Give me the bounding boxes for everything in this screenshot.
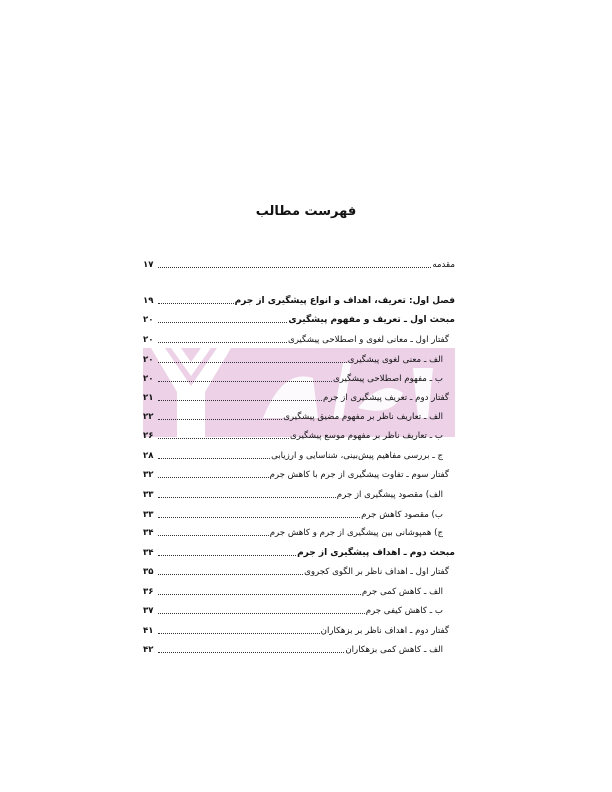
toc-entry-label: گفتار دوم ـ تعریف پیشگیری از جرم <box>323 393 449 403</box>
toc-entry[interactable] <box>143 621 455 637</box>
toc-entry-label: ب) مقصود کاهش جرم <box>361 510 443 520</box>
toc-entry[interactable] <box>143 426 455 442</box>
leader-dots <box>158 534 269 536</box>
toc-entry-page: ۳۴ <box>143 548 154 558</box>
page-title: فهرست مطالب <box>255 204 357 219</box>
leader-dots <box>158 457 270 459</box>
leader-dots <box>158 612 365 614</box>
toc-entry-label: مبحث اول ـ تعریف و مفهوم پیشگیری <box>288 315 455 325</box>
toc-entry-label: ب ـ تعاریف ناظر بر مفهوم موسع پیشگیری <box>290 431 443 441</box>
toc-entry[interactable] <box>143 255 455 271</box>
leader-dots <box>158 437 289 439</box>
leader-dots <box>158 418 282 420</box>
toc-entry-label: مبحث دوم ـ اهداف پیشگیری از جرم <box>297 548 455 558</box>
toc-entry-label: گفتار سوم ـ تفاوت پیشگیری از جرم با کاهش جرم <box>269 470 449 480</box>
toc-entry-page: ۲۱ <box>143 393 154 403</box>
toc-entry-label: الف ـ کاهش کمی جرم <box>361 587 443 597</box>
toc-entry-page: ۳۳ <box>143 490 154 500</box>
toc-entry-page: ۴۱ <box>143 626 154 636</box>
leader-dots <box>158 321 287 323</box>
toc-entry-page: ۲۰ <box>143 374 154 384</box>
toc-entry-page: ۱۷ <box>143 260 154 270</box>
leader-dots <box>158 573 303 575</box>
toc-entry-label: فصل اول: تعریف، اهداف و انواع پیشگیری از جرم <box>234 296 455 306</box>
toc-entry[interactable] <box>143 505 455 521</box>
toc-entry-page: ۳۴ <box>143 528 154 538</box>
toc-entry-page: ۱۹ <box>143 296 154 306</box>
toc-entry-label: مقدمه <box>432 260 455 270</box>
toc-entry-label: الف ـ معنی لغوی پیشگیری <box>347 355 443 365</box>
leader-dots <box>158 341 287 343</box>
toc-entry[interactable] <box>143 485 455 501</box>
toc-entry-label: ج) همپوشانی بین پیشگیری از جرم و کاهش جرم <box>269 528 443 538</box>
toc-entry[interactable] <box>143 369 455 385</box>
leader-dots <box>158 361 347 363</box>
toc-entry-page: ۳۲ <box>143 470 154 480</box>
toc-entry[interactable] <box>143 640 455 656</box>
toc-entry-label: ب ـ مفهوم اصطلاحی پیشگیری <box>332 374 443 384</box>
toc-entry[interactable] <box>143 582 455 598</box>
toc-entry[interactable] <box>143 350 455 366</box>
toc-entry-page: ۴۲ <box>143 645 154 655</box>
toc-entry-label: الف ـ کاهش کمی بزهکاران <box>345 645 443 655</box>
leader-dots <box>158 266 431 268</box>
toc-entry[interactable] <box>143 310 455 326</box>
toc-entry-page: ۳۷ <box>143 606 154 616</box>
toc-entry-label: ب ـ کاهش کیفی جرم <box>365 606 443 616</box>
toc-entry[interactable] <box>143 388 455 404</box>
toc-entry[interactable] <box>143 562 455 578</box>
leader-dots <box>158 632 320 634</box>
toc-entry[interactable] <box>143 330 455 346</box>
leader-dots <box>158 399 322 401</box>
leader-dots <box>158 302 234 304</box>
leader-dots <box>158 476 269 478</box>
toc-entry-page: ۳۵ <box>143 567 154 577</box>
toc-entry[interactable] <box>143 543 455 559</box>
leader-dots <box>158 554 296 556</box>
toc-entry[interactable] <box>143 523 455 539</box>
toc-entry-label: ج ـ بررسی مفاهیم پیش‌بینی، شناسایی و ارزیابی <box>271 451 443 461</box>
toc-entry[interactable] <box>143 446 455 462</box>
toc-entry-label: الف ـ تعاریف ناظر بر مفهوم مضیق پیشگیری <box>283 412 443 422</box>
toc-entry-label: الف) مقصود پیشگیری از جرم <box>336 490 443 500</box>
leader-dots <box>158 593 361 595</box>
toc-entry-label: گفتار دوم ـ اهداف ناظر بر بزهکاران <box>320 626 449 636</box>
toc-entry-page: ۲۶ <box>143 431 154 441</box>
toc-entry-label: گفتار اول ـ اهداف ناظر بر الگوی کجروی <box>304 567 449 577</box>
toc-entry-page: ۲۰ <box>143 335 154 345</box>
toc-entry-page: ۲۰ <box>143 355 154 365</box>
leader-dots <box>158 516 360 518</box>
leader-dots <box>158 651 344 653</box>
toc-entry[interactable] <box>143 465 455 481</box>
toc-entry[interactable] <box>143 291 455 307</box>
leader-dots <box>158 380 332 382</box>
toc-entry-page: ۲۰ <box>143 315 154 325</box>
toc-entry-page: ۳۳ <box>143 510 154 520</box>
toc-entry-page: ۳۶ <box>143 587 154 597</box>
toc-entry-page: ۲۸ <box>143 451 154 461</box>
toc-entry-label: گفتار اول ـ معانی لغوی و اصطلاحی پیشگیری <box>287 335 449 345</box>
toc-entry-page: ۲۲ <box>143 412 154 422</box>
leader-dots <box>158 496 336 498</box>
toc-entry[interactable] <box>143 601 455 617</box>
toc-entry[interactable] <box>143 407 455 423</box>
